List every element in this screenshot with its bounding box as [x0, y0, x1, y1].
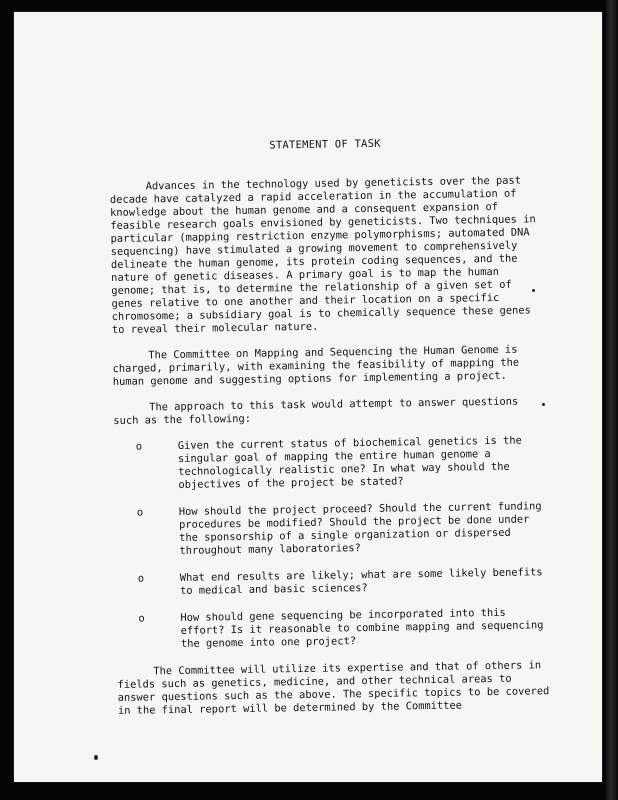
charge-paragraph: The Committee on Mapping and Sequencing the Human Genome is charged, primarily, with examining the feasibility of mapping the human genome and suggesting options for implementing a project. — [112, 343, 520, 388]
list-item-text: How should gene sequencing be incorporated into this effort? Is it reasonable to combine mapping and sequencing the genome into one project? — [180, 606, 544, 650]
list-item-text: What end results are likely; what are some likely benefits to medical and basic sciences? — [179, 566, 543, 597]
approach-paragraph: The approach to this task would attempt to answer questions such as the following: — [113, 395, 519, 427]
paper-speck — [94, 755, 98, 760]
bullet-marker: o — [135, 440, 143, 453]
document-body — [109, 135, 550, 731]
list-item — [114, 434, 547, 493]
document-title: STATEMENT OF TASK — [269, 137, 381, 152]
bullet-marker: o — [137, 572, 145, 585]
bullet-marker: o — [136, 506, 144, 519]
list-item — [116, 606, 549, 652]
paper-speck — [542, 403, 545, 406]
list-item-text: How should the project proceed? Should the current funding procedures be modified? Should the project be done under the sponsorship of a single organization or dispersed throughout many laboratories? — [178, 500, 542, 557]
closing-paragraph: The Committee will utilize its expertise and that of others in fields such as genetics, medicine, and other technical areas to answer questions such as the above. The specific topics to be covered in the final report will be determined by the Committee — [117, 659, 550, 717]
list-item — [115, 500, 548, 559]
list-item — [116, 566, 548, 599]
question-list — [114, 434, 549, 652]
paper-speck — [532, 289, 535, 292]
scan-edge — [606, 0, 618, 800]
intro-paragraph: Advances in the technology used by geneticists over the past decade have catalyzed a rapid acceleration in the accumulation of knowledge about the human genome and a consequent expansion of feasible research goals envisioned by geneticists. Two techniques in particular (mapping restriction enzyme polymorphisms; automated DNA sequencing) have stimulated a growing movement to comprehensively delineate the human genome, its protein coding sequences, and the nature of genetic diseases. A primary goal is to map the human genome; that is, to determine the relationship of a given set of genes relative to one another and their location on a specific chromosome; a subsidiary goal is to chemically sequence these genes to reveal their molecular nature. — [109, 174, 536, 336]
document-page — [14, 12, 602, 782]
list-item-text: Given the current status of biochemical genetics is the singular goal of mapping the entire human genome a technologically realistic one? In what way should the objectives of the project be stated? — [177, 434, 522, 491]
bullet-marker: o — [138, 612, 145, 625]
